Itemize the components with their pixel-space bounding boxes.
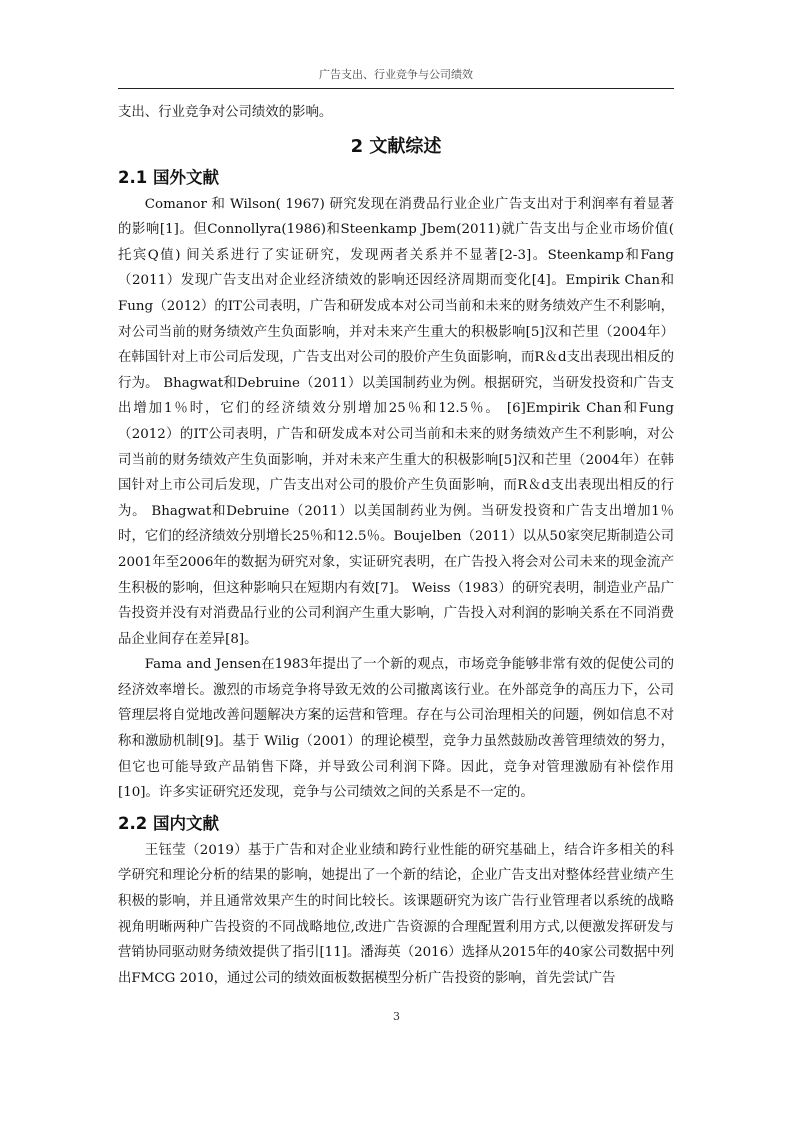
page-number: 3 <box>393 1010 400 1023</box>
body-paragraph: Comanor 和 Wilson( 1967) 研究发现在消费品行业企业广告支出对于利润率有着显著的影响[1]。但Connollyra(1986)和Steenkamp Jbem(2011)就广告支出与企业市场价值( 托宾Q值) 间关系进行了实证研究，发现两者关系并不显著[2-3]。Steenkamp和Fang（2011）发现广告支出对企业经济绩效的影响还因经济周期而变化[4]。Empirik Chan和Fung（2012）的IT公司表明，广告和研发成本对公司当前和未来的财务绩效产生不利影响，对公司当前的财务绩效产生负面影响，并对未来产生重大的积极影响[5]汉和芒里（2004年）在韩国针对上市公司后发现，广告支出对公司的股价产生负面影响，而R＆d支出表现出相反的行为。 Bhagwat和Debruine（2011）以美国制药业为例。根据研究，当研发投资和广告支出增加1％时，它们的经济绩效分别增加25％和12.5％。 [6]Empirik Chan和Fung（2012）的IT公司表明，广告和研发成本对公司当前和未来的财务绩效产生不利影响，对公司当前的财务绩效产生负面影响，并对未来产生重大的积极影响[5]汉和芒里（2004年）在韩国针对上市公司后发现，广告支出对公司的股价产生负面影响，而R＆d支出表现出相反的行为。 Bhagwat和Debruine（2011）以美国制药业为例。当研发投资和广告支出增加1％时，它们的经济绩效分别增长25％和12.5％。Boujelben（2011）以从50家突尼斯制造公司2001年至2006年的数据为研究对象，实证研究表明，在广告投入将会对公司未来的现金流产生积极的影响，但这种影响只在短期内有效[7]。 Weiss（1983）的研究表明，制造业产品广告投资并没有对消费品行业的公司利润产生重大影响，广告投入对利润的影响关系在不同消费品企业间存在差异[8]。 <box>118 196 674 647</box>
page-content <box>118 100 674 991</box>
body-paragraph: Fama and Jensen在1983年提出了一个新的观点，市场竞争能够非常有效的促使公司的经济效率增长。激烈的市场竞争将导致无效的公司撤离该行业。在外部竞争的高压力下，公司管理层将自觉地改善问题解决方案的运营和管理。存在与公司治理相关的问题，例如信息不对称和激励机制[9]。基于 Wilig（2001）的理论模型，竞争力虽然鼓励改善管理绩效的努力，但它也可能导致产品销售下降，并导致公司利润下降。因此，竞争对管理激励有补偿作用[10]。许多实证研究还发现，竞争与公司绩效之间的关系是不一定的。 <box>118 657 674 801</box>
intro-paragraph: 支出、行业竞争对公司绩效的影响。 <box>118 105 333 120</box>
section-title-foreign: 2.1 国外文献 <box>118 167 219 187</box>
header-rule <box>118 88 674 89</box>
chapter-title: 2 文献综述 <box>350 135 442 157</box>
section-title-domestic: 2.2 国内文献 <box>118 813 219 833</box>
running-header: 广告支出、行业竞争与公司绩效 <box>319 68 473 81</box>
body-paragraph: 王钰莹（2019）基于广告和对企业业绩和跨行业性能的研究基础上，结合许多相关的科学研究和理论分析的结果的影响，她提出了一个新的结论，企业广告支出对整体经营业绩产生积极的影响，并且通常效果产生的时间比较长。该课题研究为该广告行业管理者以系统的战略视角明晰两种广告投资的不同战略地位,改进广告资源的合理配置利用方式,以便激发挥研发与营销协同驱动财务绩效提供了指引[11]。潘海英（2016）选择从2015年的40家公司数据中列出FMCG 2010，通过公司的绩效面板数据模型分析广告投资的影响，首先尝试广告 <box>118 842 674 986</box>
